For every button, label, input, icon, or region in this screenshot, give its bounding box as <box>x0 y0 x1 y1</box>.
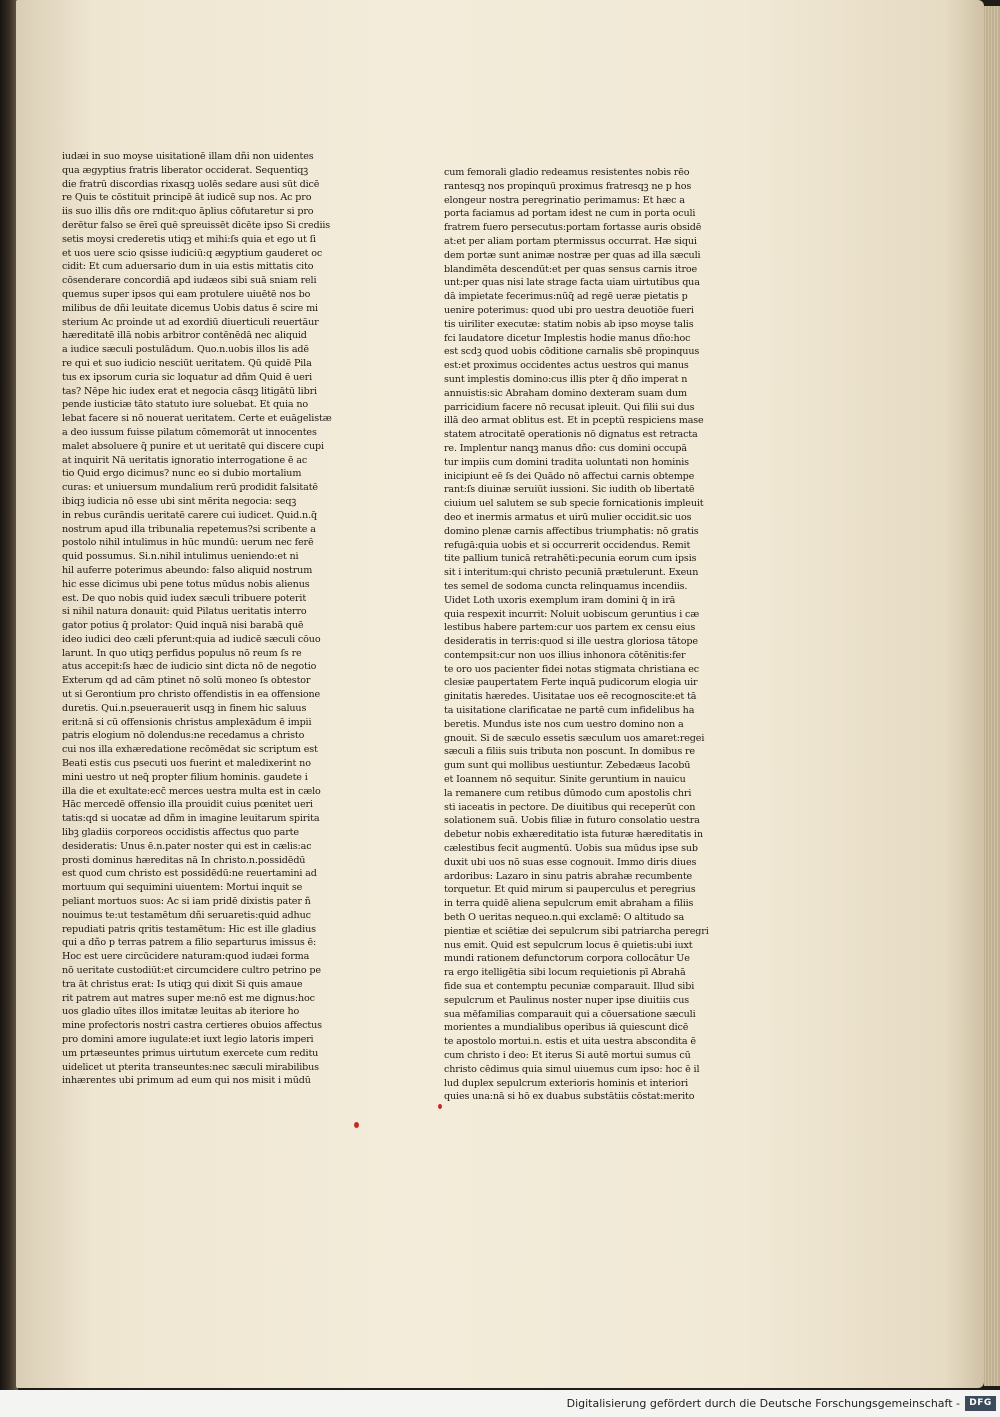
text-line-right: elongeur nostra peregrinatio perimamus: Et hæc a <box>444 194 685 206</box>
text-line-left: ideo iudici deo cæli pferunt:quia ad iudicē sæculi cōuo <box>62 633 321 645</box>
text-line-left: postolo nihil intulimus in hūc mundū: uerum nec ferē <box>62 537 314 549</box>
text-line-right: debetur nobis exhæreditatio ista futuræ hæreditatis in <box>444 829 703 841</box>
text-line-left: re qui et suo iudicio nesciūt ueritatem. Qū quidē Pila <box>62 357 312 369</box>
text-line-left: tio Quid ergo dicimus? nunc eo si dubio mortalium <box>62 468 302 480</box>
text-line-right: re. Implentur nanqꝫ manus dño: cus domini occupā <box>444 442 687 454</box>
text-line-right: in terra quidē aliena sepulcrum emit abraham a filiis <box>444 898 694 910</box>
text-line-right: tur impiis cum domini tradita uoluntati non hominis <box>444 456 689 468</box>
text-line-left: nouimus te:ut testamētum dñi seruaretis:quid adhuc <box>62 909 311 921</box>
text-line-left: in rebus curāndis ueritatē carere cui iudicet. Quid.n.q̄ <box>62 509 317 521</box>
page-fore-edge <box>984 6 1000 1386</box>
text-line-right: mundi rationem defunctorum corpora collocātur Ue <box>444 953 690 965</box>
text-line-left: a deo iussum fuisse pilatum cōmemorāt ut innocentes <box>62 426 317 438</box>
text-line-right: nus emit. Quid est sepulcrum locus ē quietis:ubi iuxt <box>444 939 693 951</box>
text-line-left: iis suo illis dñs ore rndit:quo āplius cōfutaretur si pro <box>62 206 314 218</box>
text-line-left: setis moysi crederetis utiqꝫ et mihi:ſs quia et ego ut ſi <box>62 233 316 245</box>
text-line-left: derētur falso se ēreī quē spreuissēt dicēte ipso Si crediis <box>62 219 331 231</box>
text-line-right: unt:per quas nisi late strage facta uiam uirtutibus qua <box>444 277 700 289</box>
text-line-right: fci laudatore dicetur Implestis hodie manus dño:hoc <box>444 332 691 344</box>
text-line-left: milibus de dñi leuitate dicemus Uobis datus ē scire mi <box>62 302 318 314</box>
text-line-left: die fratrū discordias rixasqꝫ uolēs sedare ausi sūt dicē <box>62 178 320 190</box>
text-line-left: desideratis: Unus ē.n.pater noster qui est in cælis:ac <box>62 840 312 852</box>
text-line-right: est:et proximus occidentes actus uestros qui manus <box>444 360 689 372</box>
text-line-left: pro domini amore iugulate:et iuxt legio latoris imperi <box>62 1034 314 1045</box>
text-line-left: patris elogium nō dolendus:ne recedamus a christo <box>62 730 305 742</box>
text-line-right: desideratis in terris:quod si ille uestra gloriosa tātope <box>444 636 698 648</box>
text-line-left: hæreditatē illā nobis arbitror contēnēdā nec aliquid <box>62 330 307 342</box>
text-line-left: et uos uere scio qsisse iudiciū:q ægyptium gauderet oc <box>62 247 323 259</box>
text-line-right: quia respexit incurrit: Noluit uobiscum geruntius i cæ <box>444 608 700 620</box>
text-line-left: tas? Nēpe hic iudex erat et negocia cāsqꝫ litigātū libri <box>62 385 317 397</box>
text-line-left: mortuum qui sequimini uiuentem: Mortui inquit se <box>62 882 303 894</box>
text-line-left: cidit: Et cum aduersario dum in uia estis mittatis cito <box>62 261 314 273</box>
text-line-right: deo et inermis armatus et uirū mulier occidit.sic uos <box>444 511 692 523</box>
text-line-right: ta uisitatione clarificatae ne partē cum infidelibus ha <box>444 705 695 717</box>
text-line-right: la remanere cum retibus dūmodo cum apostolis chri <box>444 787 692 799</box>
text-line-right: rant:ſs diuinæ seruiūt iussioni. Sic iudith ob libertatē <box>444 484 695 496</box>
text-line-right: cum christo i deo: Et iterus Si autē mortui sumus cū <box>444 1050 691 1061</box>
text-line-right: sepulcrum et Paulinus noster nuper ipse diuitiis cus <box>444 994 690 1006</box>
text-line-right: cælestibus fecit augmentū. Uobis sua mūdus ipse sub <box>444 843 698 855</box>
text-line-left: qua ægyptius fratris liberator occiderat. Sequentiqꝫ <box>62 164 309 176</box>
text-line-right: sunt implestis domino:cus illis pter q̄ dño imperat n <box>444 373 688 385</box>
text-line-left: tra āt christus erat: Is utiqꝫ qui dixit Si quis amaue <box>62 978 303 990</box>
text-line-left: re Quis te cōstituit principē āt iudicē sup nos. Ac pro <box>62 192 312 204</box>
text-line-left: larunt. In quo utiqꝫ perfidus populus nō reum ſs re <box>62 647 302 659</box>
text-line-right: beretis. Mundus iste nos cum uestro domino non a <box>444 718 684 730</box>
text-line-right: sua mēfamilias comparauit qui a cōuersatione sæculi <box>444 1008 696 1020</box>
text-line-left: quemus super ipsos qui eam protulere uiuētē nos bo <box>62 288 311 300</box>
text-line-right: porta faciamus ad portam idest ne cum in porta oculi <box>444 208 696 220</box>
text-line-right: clesiæ paupertatem Ferte inquā pudicorum elogia uir <box>444 677 698 689</box>
text-line-right: solationem suā. Uobis filiæ in futuro consolatio uestra <box>444 815 700 827</box>
text-line-right: lestibus habere partem:cur uos partem ex censu eius <box>444 622 696 634</box>
text-line-left: uos gladio uītes illos imitatæ leuitas ab iteriore ho <box>62 1006 300 1018</box>
text-line-left: Hoc est uere circūcidere naturam:quod iudæi forma <box>62 951 310 963</box>
text-line-right: te oro uos pacienter fidei notas stigmata christiana ec <box>444 663 700 675</box>
text-line-right: cum femorali gladio redeamus resistentes nobis rēo <box>444 167 690 178</box>
text-line-right: sit i interitum:qui christo pecuniā prætulerunt. Exeun <box>444 567 699 579</box>
text-line-left: tus ex ipsorum curia sic loquatur ad dñm Quid ē ueri <box>62 371 313 383</box>
text-line-right: morientes a mundialibus operibus iā quiescunt dicē <box>444 1022 689 1034</box>
text-line-right: est scdꝫ quod uobis cōditione carnalis sbē propinquus <box>444 346 700 358</box>
text-line-right: torquetur. Et quid mirum si pauperculus et peregrius <box>444 884 696 896</box>
text-line-left: gator potius q̄ prolator: Quid inquā nisi barabā quē <box>62 620 304 632</box>
text-line-right: domino plenæ carnis affectibus triumphatis: nō gratis <box>444 525 699 537</box>
text-line-right: dem portæ sunt animæ nostræ per quas ad illa sæculi <box>444 249 701 261</box>
text-line-right: gum sunt qui mollibus uestiuntur. Zebedæus Iacobū <box>444 760 691 772</box>
text-line-right: fide sua et contemptu pecuniæ comparauit. Illud sibi <box>444 981 695 993</box>
text-line-right: beth O ueritas nequeo.n.qui exclamē: O altitudo sa <box>444 912 685 924</box>
text-line-right: statem atrocitatē operationis nō dignatus est retracta <box>444 429 698 441</box>
text-line-left: cui nos illa exhæredatione recōmēdat sic scriptum est <box>62 744 318 756</box>
text-line-left: at inquirit Nā ueritatis ignoratio interrogatione ē ac <box>62 454 308 466</box>
text-line-left: est quod cum christo est possidēdū:ne reuertamini ad <box>62 868 317 880</box>
text-line-right: te apostolo mortui.n. estis et uita uestra abscondita ē <box>444 1036 696 1048</box>
dfg-logo: DFG <box>965 1396 996 1411</box>
text-line-left: prosti dominus hæreditas nā In christo.n.possidēdū <box>62 854 306 866</box>
red-ink-mark <box>438 1104 442 1109</box>
text-line-left: rit patrem aut matres super me:nō est me dignus:hoc <box>62 992 315 1004</box>
text-line-right: fratrem fuero persecutus:portam fortasse auris obsidē <box>444 222 702 234</box>
text-column-right <box>444 166 748 1104</box>
text-line-left: pende iusticiæ tāto statuto iure soluebat. Et quia no <box>62 399 309 411</box>
text-line-right: dā impietate fecerimus:nūq̄ ad regē ueræ pietatis p <box>444 291 688 303</box>
text-line-right: christo cēdimus quia simul uiuemus cum ipso: hoc ē il <box>444 1063 700 1075</box>
text-column-left <box>62 150 368 1088</box>
text-line-left: tatis:qd si uocatæ ad dñm in imagine leuitarum spirita <box>62 813 320 825</box>
text-line-left: si nihil natura donauit: quid Pilatus ueritatis interro <box>62 606 307 618</box>
text-line-left: a iudice sæculi postulādum. Quo.n.uobis illos lis adē <box>62 344 309 356</box>
text-line-right: pientiæ et sciētiæ dei sepulcrum sibi patriarcha peregri <box>444 925 709 937</box>
text-line-left: illa die et exultate:ecc̄ merces uestra multa est in cælo <box>62 785 321 797</box>
text-line-left: duretis. Qui.n.pseuerauerit usqꝫ in finem hic saluus <box>62 702 307 714</box>
text-line-right: at:et per aliam portam ptermissus occurrat. Hæ siqui <box>444 235 697 247</box>
text-line-right: uenire poterimus: quod ubi pro uestra deuotiōe fueri <box>444 304 694 316</box>
text-line-right: tes semel de sodoma cuncta relinquamus incendiis. <box>444 580 688 592</box>
text-line-right: ra ergo itelligētia sibi locum requietionis pī Abrahā <box>444 967 686 979</box>
text-line-left: curas: et uniuersum mundalium rerū prodidit falsitatē <box>62 482 318 494</box>
text-line-right: et Ioannem nō sequitur. Sinite geruntium in nauicu <box>444 774 686 786</box>
text-line-left: quid possumus. Si.n.nihil intulimus ueniendo:et ni <box>62 551 299 563</box>
text-line-left: lebat facere si nō nouerat ueritatem. Certe et euāgelistæ <box>62 413 332 425</box>
text-line-left: nō ueritate custodiūt:et circumcidere cultro petrino pe <box>62 965 321 977</box>
red-ink-mark <box>354 1122 359 1128</box>
text-line-left: repudiati patris qritis testamētum: Hic est ille gladius <box>62 923 316 935</box>
text-line-right: Uidet Loth uxoris exemplum iram domini q̄ in irā <box>444 594 676 606</box>
text-line-left: Beati estis cus psecuti uos fuerint et maledixerint no <box>62 758 311 770</box>
text-line-left: libꝫ gladiis corporeos occidistis affectus quo parte <box>62 827 299 839</box>
text-line-right: ginitatis hæredes. Uisitatae uos eē recognoscite:et tā <box>444 691 697 703</box>
text-line-right: rantesqꝫ nos propinquū proximus fratresqꝫ ne p hos <box>444 180 692 192</box>
text-line-right: ciuium uel salutem se sub specie fornicationis impleuit <box>444 498 704 510</box>
text-line-right: illā deo armat oblitus est. Et in pceptū respiciens mase <box>444 415 704 427</box>
text-line-right: tite pallium tunicā retrahēti:pecunia eorum cum ipsis <box>444 553 697 565</box>
text-line-left: ut si Gerontium pro christo offendistis in ea offensione <box>62 689 321 701</box>
text-line-left: est. De quo nobis quid iudex sæculi tribuere poterit <box>62 592 307 604</box>
text-line-left: inhærentes ubi primum ad eum qui nos misit i mūdū <box>62 1075 311 1087</box>
text-line-left: um prtæseuntes primus uirtutum exercete cum reditu <box>62 1047 319 1059</box>
text-line-right: lud duplex sepulcrum exterioris hominis et interiori <box>444 1077 689 1089</box>
text-line-left: iudæi in suo moyse uisitationē illam dñi non uidentes <box>62 151 314 162</box>
text-line-left: Exterum qd ad cām ptinet nō solū moneo ſs obtestor <box>62 675 311 687</box>
text-line-left: sterium Ac proinde ut ad exordiū diuerticuli reuertāur <box>62 316 319 328</box>
text-line-left: atus accepit:ſs hæc de iudicio sint dicta nō de negotio <box>62 661 317 673</box>
footer-credit: Digitalisierung gefördert durch die Deutsche Forschungsgemeinschaft - <box>566 1397 960 1410</box>
text-line-right: refugā:quia uobis et si occurrerit occidendus. Remit <box>444 539 691 551</box>
text-line-right: inicipiunt eē ſs dei Quādo nō affectui carnis obtempe <box>444 470 695 482</box>
text-line-left: Hāc mercedē offensio illa prouidit cuius pœnitet ueri <box>62 799 313 811</box>
text-line-right: gnouit. Si de sæculo essetis sæculum uos amaret:regei <box>444 732 705 744</box>
text-line-right: parricidium facere nō recusat ipleuit. Qui filii sui dus <box>444 401 695 413</box>
text-line-right: sæculi a filiis suis tributa non poscunt. In domibus re <box>444 746 695 758</box>
text-line-left: nostrum apud illa tribunalia repetemus?si scribente a <box>62 523 316 535</box>
text-line-right: sti iaceatis in pectore. De diuitibus qui receperūt con <box>444 801 696 813</box>
text-line-right: ardoribus: Lazaro in sinu patris abrahæ recumbente <box>444 870 693 882</box>
text-line-right: tis uiriliter executæ: statim nobis ab ipso moyse talis <box>444 318 694 330</box>
text-line-right: quies una:nā si hō ex duabus substātiis cōstat:merito <box>444 1091 695 1103</box>
text-line-left: malet absoluere q̄ punire et ut ueritatē qui discere cupi <box>62 440 324 452</box>
text-line-left: qui a dño p terras patrem a filio separturus imissus ē: <box>62 937 317 949</box>
text-line-left: cōsenderare concordiā apd iudæos sibi suā sniam reli <box>62 275 317 287</box>
text-line-left: uidelicet ut pterita transeuntes:nec sæculi mirabilibus <box>62 1061 319 1073</box>
text-line-left: ibiqꝫ iudicia nō esse ubi sint mērita negocia: seqꝫ <box>62 495 297 507</box>
text-line-left: peliant mortuos suos: Ac si iam pridē dixistis pater ñ <box>62 896 311 908</box>
text-line-left: hic esse dicimus ubi pene totus mūdus nobis alienus <box>62 578 310 590</box>
text-line-left: hil auferre poterimus abeundo: falso aliquid nostrum <box>62 564 313 576</box>
text-line-right: contempsit:cur non uos illius inhonora cōtēnitis:fer <box>444 649 686 661</box>
text-line-right: duxit ubi uos nō suas esse cognouit. Immo diris diues <box>444 856 697 868</box>
text-line-right: annuistis:sic Abraham domino dexteram suam dum <box>444 387 687 399</box>
text-line-left: erit:nā si cū offensionis christus amplexādum ē impii <box>62 716 312 728</box>
text-line-right: blandimēta descendūt:et per quas sensus carnis itroe <box>444 263 698 275</box>
text-line-left: mini uestro ut neq̄ propter filium hominis. gaudete i <box>62 771 308 783</box>
text-line-left: mine profectoris nostri castra certieres obuios affectus <box>62 1020 322 1032</box>
